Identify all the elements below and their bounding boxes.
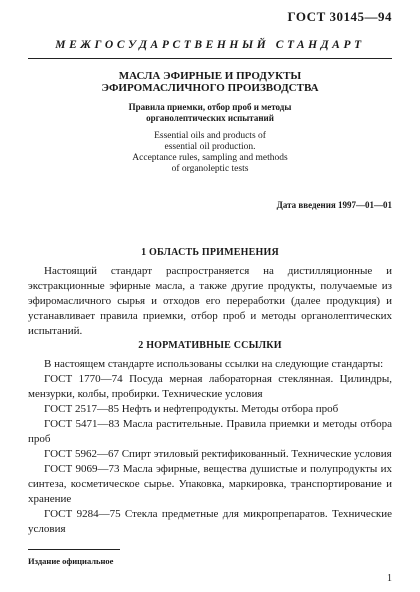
page-number: 1 <box>387 573 392 584</box>
english-title-line-3: Acceptance rules, sampling and methods <box>132 153 288 163</box>
reference-item: ГОСТ 9069—73 Масла эфирные, вещества душистые и полупродукты их синтеза, косметическое сырье. Упаковка, маркировка, транспортирование и хранение <box>28 463 392 505</box>
reference-item: ГОСТ 5962—67 Спирт этиловый ректификованный. Технические условия <box>44 448 392 460</box>
section-1-body <box>28 264 392 339</box>
introduction-date: Дата введения 1997—01—01 <box>276 200 392 210</box>
english-title-line-1: Essential oils and products of <box>154 131 266 141</box>
section-2-body <box>28 357 392 537</box>
interstate-standard-label: МЕЖГОСУДАРСТВЕННЫЙ СТАНДАРТ <box>55 39 365 51</box>
section-1-heading: 1 ОБЛАСТЬ ПРИМЕНЕНИЯ <box>141 247 279 258</box>
reference-item: ГОСТ 1770—74 Посуда мерная лабораторная стеклянная. Цилиндры, мензурки, колбы, пробирки. Технические условия <box>28 373 392 400</box>
english-title-line-2: essential oil production. <box>164 142 256 152</box>
references-intro: В настоящем стандарте использованы ссылки на следующие стандарты: <box>44 358 384 370</box>
section-2-heading: 2 НОРМАТИВНЫЕ ССЫЛКИ <box>138 340 282 351</box>
footer-divider <box>28 549 120 550</box>
title-line-1: МАСЛА ЭФИРНЫЕ И ПРОДУКТЫ <box>118 70 302 82</box>
english-title-line-4: of organoleptic tests <box>171 164 249 174</box>
document-id: ГОСТ 30145—94 <box>287 9 392 24</box>
official-edition-label: Издание официальное <box>28 556 114 566</box>
title-line-2: ЭФИРОМАСЛИЧНОГО ПРОИЗВОДСТВА <box>101 82 319 94</box>
reference-item: ГОСТ 9284—75 Стекла предметные для микропрепаратов. Технические условия <box>28 508 392 535</box>
header-divider <box>28 58 392 59</box>
subtitle-line-2: органолептических испытаний <box>146 113 274 123</box>
reference-item: ГОСТ 5471—83 Масла растительные. Правила приемки и методы отбора проб <box>28 418 392 445</box>
section-1-paragraph: Настоящий стандарт распространяется на дистилляционные и экстракционные эфирные масла, а также другие продукты, получаемые из эфиромасличного сырья и отходов его переработки (далее продукция) и устанавливает правила приемки, отбор проб и методы органолептических испытаний. <box>28 265 392 337</box>
subtitle-line-1: Правила приемки, отбор проб и методы <box>128 102 292 112</box>
reference-item: ГОСТ 2517—85 Нефть и нефтепродукты. Методы отбора проб <box>44 403 339 415</box>
